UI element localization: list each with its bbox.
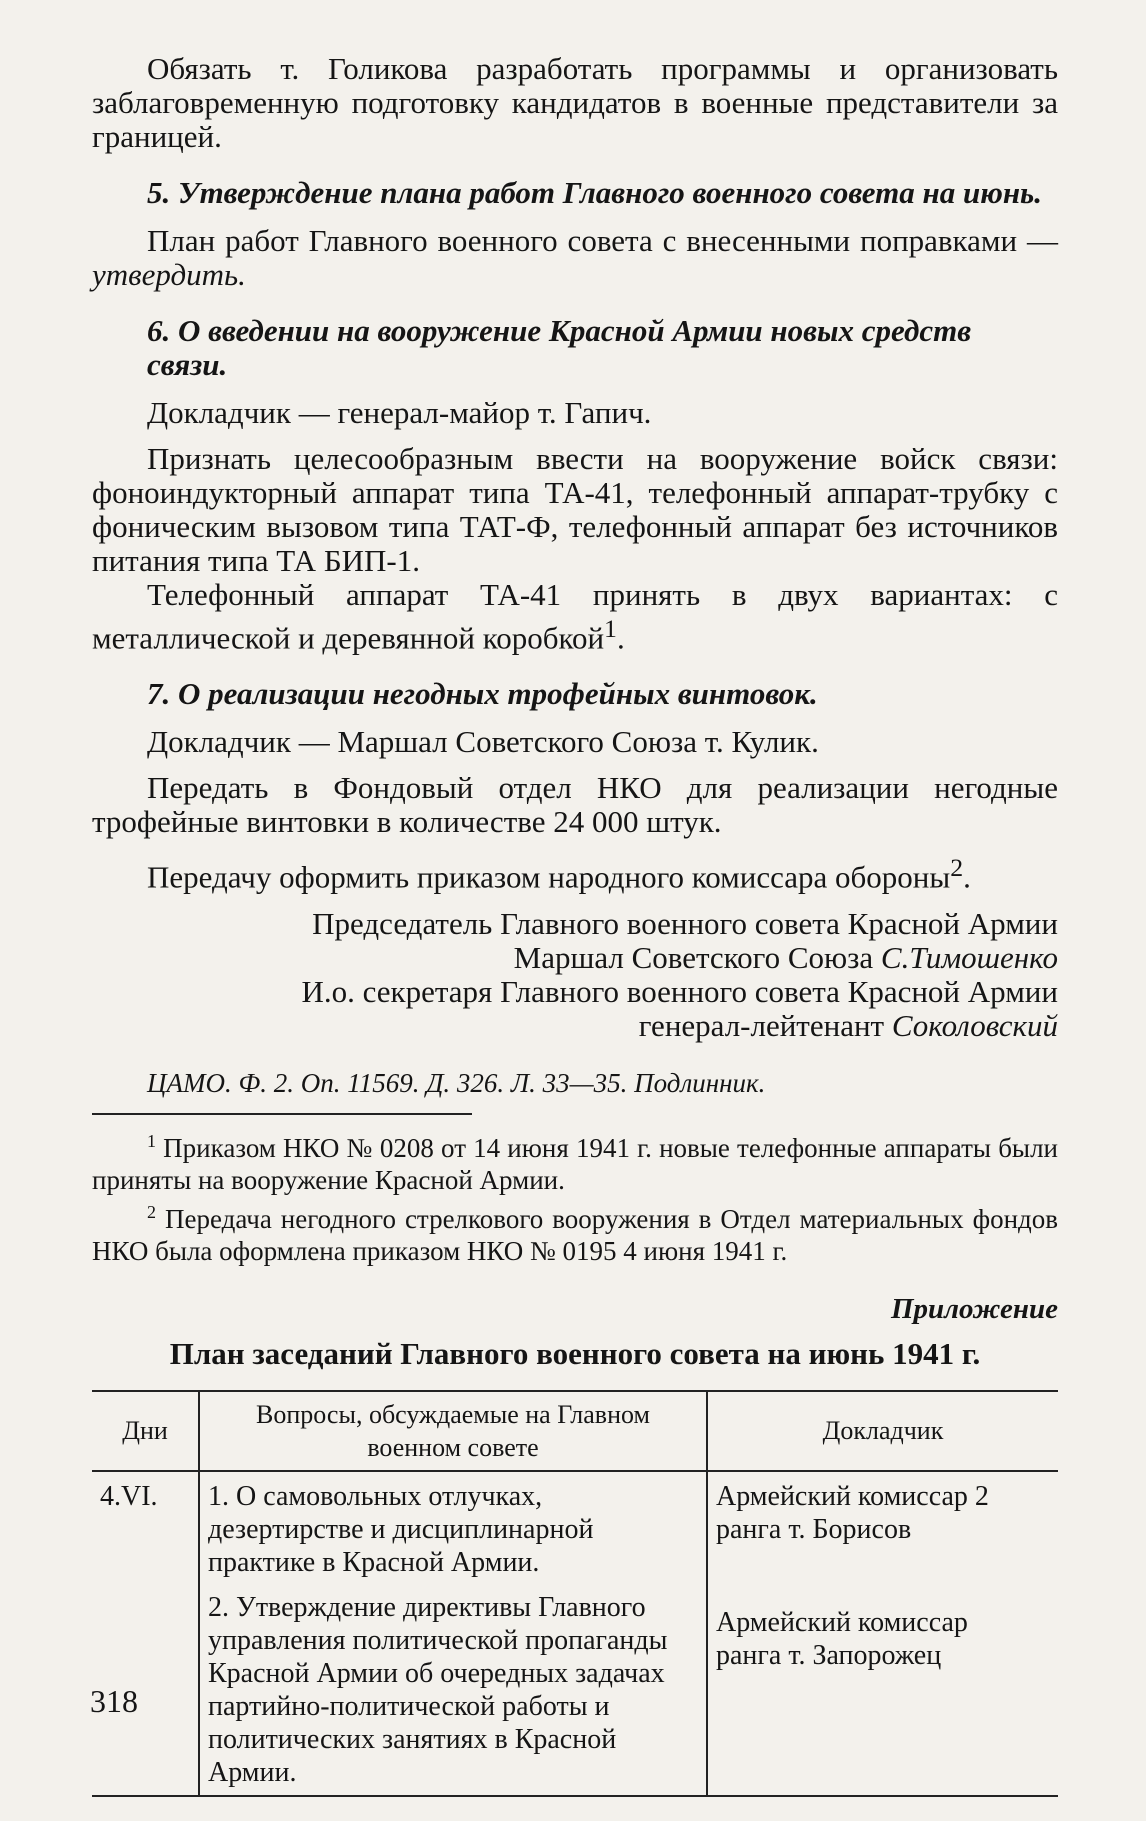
- signature-chair-rank-text: Маршал Советского Союза: [513, 939, 874, 975]
- signature-secretary-rank: [92, 1009, 1058, 1043]
- item7-heading: 7. О реализации негодных трофейных винтовок.: [147, 676, 818, 712]
- paragraph-golikov: Обязать т. Голикова разработать программы и организовать заблаговременную подготовку кандидатов в военные представители за границей.: [92, 51, 1058, 154]
- plan-table: [92, 1390, 1058, 1797]
- issue-2: 2. Утверждение директивы Главного управления политической пропаганды Красной Армии об очередных задачах партийно-политической работы и политических занятиях в Красной Армии.: [208, 1591, 668, 1788]
- item7-order-text: Передачу оформить приказом народного комиссара обороны: [147, 859, 951, 895]
- signature-secretary-rank-text: генерал-лейтенант: [638, 1007, 885, 1043]
- archive-source: ЦАМО. Ф. 2. Оп. 11569. Д. 326. Л. 33—35. Подлинник.: [147, 1067, 766, 1098]
- cell-reporters: [707, 1471, 1058, 1796]
- item7-order: Передачу оформить приказом народного комиссара обороны$^2$.: [147, 853, 971, 895]
- signature-chair-name: С.Тимошенко: [880, 939, 1058, 975]
- item7-decision: Передать в Фондовый отдел НКО для реализации негодные трофейные винтовки в количестве 24 000 штук.: [92, 770, 1058, 840]
- item6-reporter: Докладчик — генерал-майор т. Гапич.: [147, 395, 652, 430]
- item5-decision: [92, 224, 1058, 292]
- reporter-2: Армейский комиссар ранга т. Запорожец: [716, 1606, 968, 1671]
- item6-decision: Признать целесообразным ввести на вооружение войск связи: фоноиндукторный аппарат типа ТА-41, телефонный аппарат-трубку с фоническим вызовом типа ТАТ-Ф, телефонный аппарат без источников питания типа ТА БИП-1.: [92, 441, 1058, 578]
- signature-secretary-name: Соколовский: [891, 1007, 1058, 1043]
- footnote-1: [92, 1125, 1058, 1196]
- item5-heading: 5. Утверждение плана работ Главного военного совета на июнь.: [147, 175, 1042, 210]
- reporter-1: Армейский комиссар 2 ранга т. Борисов: [716, 1480, 989, 1545]
- footnote-1-text: Приказом НКО № 0208 от 14 июня 1941 г. новые телефонные аппараты были приняты на вооружение Красной Армии.: [92, 1132, 1058, 1195]
- footnote-2-text: Передача негодного стрелкового вооружения в Отдел материальных фондов НКО была оформлена приказом НКО № 0195 4 июня 1941 г.: [92, 1203, 1058, 1266]
- signature-chair-title: Председатель Главного военного совета Красной Армии: [312, 905, 1058, 941]
- signature-block: [92, 907, 1058, 1043]
- page-number: 318: [90, 1683, 138, 1719]
- header-days: Дни: [92, 1391, 199, 1471]
- item6-heading: 6. О введении на вооружение Красной Армии новых средств связи.: [147, 313, 972, 382]
- footnote-1-number: 1: [147, 1130, 156, 1151]
- signature-secretary-title: И.о. секретаря Главного военного совета Красной Армии: [301, 973, 1058, 1009]
- footnote-divider: [92, 1113, 472, 1115]
- plan-table-header-row: [92, 1391, 1058, 1471]
- header-reporter: Докладчик: [707, 1391, 1058, 1471]
- footnote-2-number: 2: [147, 1201, 156, 1222]
- item6-variants: Телефонный аппарат ТА-41 принять в двух вариантах: с металлической и деревянной коробкой$^1$.: [92, 577, 1058, 656]
- item6-variants-text: Телефонный аппарат ТА-41 принять в двух вариантах: с металлической и деревянной коробкой: [92, 577, 1058, 656]
- footnote-ref-2[interactable]: 2: [950, 853, 964, 883]
- header-issues: Вопросы, обсуждаемые на Главном военном совете: [199, 1391, 707, 1471]
- plan-title: План заседаний Главного военного совета на июнь 1941 г.: [169, 1335, 981, 1371]
- cell-issues: [199, 1471, 707, 1796]
- appendix-label: Приложение: [890, 1292, 1058, 1325]
- footnote-ref-1[interactable]: 1: [604, 614, 617, 643]
- issue-1: 1. О самовольных отлучках, дезертирстве и дисциплинарной практике в Красной Армии.: [208, 1480, 594, 1578]
- item5-decision-text: План работ Главного военного совета с внесенными поправками —: [147, 223, 1058, 258]
- cell-day: 4.VI.: [92, 1471, 199, 1796]
- footnote-2: [92, 1196, 1058, 1267]
- signature-chair-rank: [92, 941, 1058, 975]
- table-row: [92, 1471, 1058, 1796]
- item5-decision-emphasis: утвердить.: [92, 257, 246, 292]
- item7-reporter: Докладчик — Маршал Советского Союза т. Кулик.: [147, 724, 819, 760]
